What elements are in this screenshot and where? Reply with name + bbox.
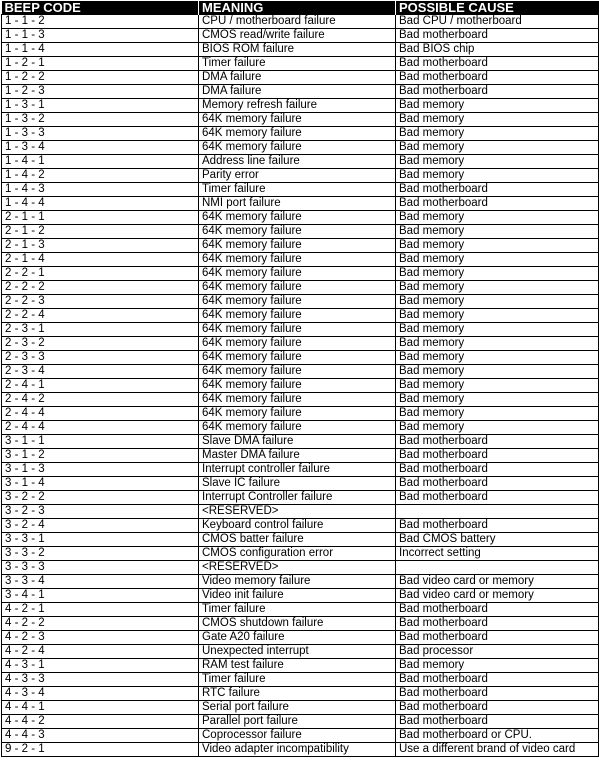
table-row xyxy=(2,631,599,645)
header-possible-cause: POSSIBLE CAUSE xyxy=(396,1,599,15)
possible-cause-cell: Bad motherboard xyxy=(396,477,599,491)
table-row xyxy=(2,603,599,617)
possible-cause-cell: Bad motherboard xyxy=(396,57,599,71)
beep-code-cell: 4 - 4 - 2 xyxy=(2,715,199,729)
possible-cause-cell: Bad motherboard xyxy=(396,617,599,631)
beep-code-cell: 2 - 4 - 4 xyxy=(2,421,199,435)
beep-code-cell: 3 - 2 - 4 xyxy=(2,519,199,533)
table-row xyxy=(2,561,599,575)
meaning-cell: CMOS configuration error xyxy=(199,547,396,561)
table-row xyxy=(2,617,599,631)
beep-code-cell: 2 - 2 - 3 xyxy=(2,295,199,309)
meaning-cell: 64K memory failure xyxy=(199,351,396,365)
possible-cause-cell: Bad motherboard xyxy=(396,701,599,715)
beep-code-cell: 4 - 4 - 1 xyxy=(2,701,199,715)
meaning-cell: 64K memory failure xyxy=(199,141,396,155)
meaning-cell: Timer failure xyxy=(199,673,396,687)
beep-code-cell: 3 - 4 - 1 xyxy=(2,589,199,603)
meaning-cell: Serial port failure xyxy=(199,701,396,715)
beep-code-cell: 2 - 3 - 4 xyxy=(2,365,199,379)
possible-cause-cell: Bad memory xyxy=(396,365,599,379)
meaning-cell: Slave IC failure xyxy=(199,477,396,491)
meaning-cell: Parity error xyxy=(199,169,396,183)
possible-cause-cell: Bad memory xyxy=(396,239,599,253)
beep-code-cell: 1 - 3 - 4 xyxy=(2,141,199,155)
possible-cause-cell: Bad motherboard xyxy=(396,183,599,197)
beep-code-cell: 1 - 4 - 1 xyxy=(2,155,199,169)
meaning-cell: 64K memory failure xyxy=(199,421,396,435)
possible-cause-cell: Bad memory xyxy=(396,113,599,127)
beep-code-cell: 2 - 2 - 4 xyxy=(2,309,199,323)
beep-code-cell: 4 - 3 - 1 xyxy=(2,659,199,673)
table-row xyxy=(2,519,599,533)
table-row xyxy=(2,701,599,715)
possible-cause-cell: Bad motherboard xyxy=(396,491,599,505)
meaning-cell: Memory refresh failure xyxy=(199,99,396,113)
possible-cause-cell: Bad memory xyxy=(396,393,599,407)
possible-cause-cell: Bad motherboard xyxy=(396,197,599,211)
possible-cause-cell: Bad memory xyxy=(396,323,599,337)
possible-cause-cell: Bad CPU / motherboard xyxy=(396,15,599,29)
beep-code-cell: 4 - 2 - 4 xyxy=(2,645,199,659)
beep-code-cell: 1 - 3 - 2 xyxy=(2,113,199,127)
table-row xyxy=(2,15,599,29)
beep-code-cell: 2 - 1 - 4 xyxy=(2,253,199,267)
possible-cause-cell: Bad memory xyxy=(396,281,599,295)
possible-cause-cell: Bad memory xyxy=(396,127,599,141)
beep-code-cell: 1 - 3 - 1 xyxy=(2,99,199,113)
table-row xyxy=(2,365,599,379)
possible-cause-cell: Bad memory xyxy=(396,407,599,421)
table-row xyxy=(2,505,599,519)
table-row xyxy=(2,449,599,463)
meaning-cell: 64K memory failure xyxy=(199,295,396,309)
possible-cause-cell: Bad motherboard xyxy=(396,71,599,85)
beep-code-cell: 1 - 3 - 3 xyxy=(2,127,199,141)
beep-code-cell: 4 - 3 - 3 xyxy=(2,673,199,687)
beep-code-cell: 1 - 2 - 1 xyxy=(2,57,199,71)
possible-cause-cell: Bad memory xyxy=(396,155,599,169)
meaning-cell: Slave DMA failure xyxy=(199,435,396,449)
meaning-cell: Keyboard control failure xyxy=(199,519,396,533)
possible-cause-cell: Bad memory xyxy=(396,267,599,281)
table-row xyxy=(2,225,599,239)
table-row xyxy=(2,659,599,673)
beep-code-table xyxy=(1,1,599,757)
table-row xyxy=(2,687,599,701)
header-meaning: MEANING xyxy=(199,1,396,15)
possible-cause-cell: Bad motherboard or CPU. xyxy=(396,729,599,743)
beep-code-cell: 3 - 1 - 1 xyxy=(2,435,199,449)
meaning-cell: 64K memory failure xyxy=(199,309,396,323)
table-row xyxy=(2,533,599,547)
possible-cause-cell: Bad motherboard xyxy=(396,603,599,617)
meaning-cell: Timer failure xyxy=(199,603,396,617)
table-row xyxy=(2,85,599,99)
beep-code-cell: 1 - 1 - 4 xyxy=(2,43,199,57)
table-row xyxy=(2,127,599,141)
possible-cause-cell: Bad memory xyxy=(396,295,599,309)
meaning-cell: Unexpected interrupt xyxy=(199,645,396,659)
table-row xyxy=(2,589,599,603)
beep-code-cell: 1 - 1 - 2 xyxy=(2,15,199,29)
possible-cause-cell: Bad motherboard xyxy=(396,631,599,645)
table-row xyxy=(2,463,599,477)
possible-cause-cell xyxy=(396,505,599,519)
table-row xyxy=(2,351,599,365)
beep-code-cell: 3 - 2 - 3 xyxy=(2,505,199,519)
beep-code-cell: 4 - 4 - 3 xyxy=(2,729,199,743)
possible-cause-cell: Bad memory xyxy=(396,351,599,365)
meaning-cell: 64K memory failure xyxy=(199,113,396,127)
beep-code-cell: 3 - 3 - 1 xyxy=(2,533,199,547)
meaning-cell: 64K memory failure xyxy=(199,365,396,379)
meaning-cell: 64K memory failure xyxy=(199,407,396,421)
possible-cause-cell: Bad memory xyxy=(396,169,599,183)
beep-code-cell: 2 - 4 - 4 xyxy=(2,407,199,421)
possible-cause-cell: Bad memory xyxy=(396,99,599,113)
meaning-cell: <RESERVED> xyxy=(199,505,396,519)
meaning-cell: Video memory failure xyxy=(199,575,396,589)
table-row xyxy=(2,575,599,589)
meaning-cell: RAM test failure xyxy=(199,659,396,673)
beep-code-cell: 4 - 2 - 2 xyxy=(2,617,199,631)
table-row xyxy=(2,29,599,43)
beep-code-cell: 1 - 4 - 3 xyxy=(2,183,199,197)
meaning-cell: CMOS read/write failure xyxy=(199,29,396,43)
beep-code-cell: 4 - 2 - 3 xyxy=(2,631,199,645)
meaning-cell: CMOS batter failure xyxy=(199,533,396,547)
table-row xyxy=(2,477,599,491)
meaning-cell: Address line failure xyxy=(199,155,396,169)
beep-code-cell: 2 - 4 - 2 xyxy=(2,393,199,407)
header-row xyxy=(2,1,599,15)
meaning-cell: RTC failure xyxy=(199,687,396,701)
possible-cause-cell: Bad memory xyxy=(396,309,599,323)
beep-code-cell: 2 - 4 - 1 xyxy=(2,379,199,393)
table-row xyxy=(2,645,599,659)
meaning-cell: BIOS ROM failure xyxy=(199,43,396,57)
table-row xyxy=(2,155,599,169)
possible-cause-cell: Bad memory xyxy=(396,211,599,225)
beep-code-cell: 3 - 1 - 3 xyxy=(2,463,199,477)
possible-cause-cell: Bad processor xyxy=(396,645,599,659)
meaning-cell: CMOS shutdown failure xyxy=(199,617,396,631)
table-row xyxy=(2,71,599,85)
table-row xyxy=(2,323,599,337)
beep-code-cell: 1 - 2 - 3 xyxy=(2,85,199,99)
meaning-cell: 64K memory failure xyxy=(199,281,396,295)
table-row xyxy=(2,141,599,155)
possible-cause-cell: Bad motherboard xyxy=(396,463,599,477)
possible-cause-cell: Bad memory xyxy=(396,225,599,239)
table-row xyxy=(2,183,599,197)
table-row xyxy=(2,211,599,225)
meaning-cell: 64K memory failure xyxy=(199,393,396,407)
meaning-cell: Interrupt Controller failure xyxy=(199,491,396,505)
beep-code-cell: 3 - 2 - 2 xyxy=(2,491,199,505)
meaning-cell: <RESERVED> xyxy=(199,561,396,575)
meaning-cell: 64K memory failure xyxy=(199,253,396,267)
header-beep-code: BEEP CODE xyxy=(2,1,199,15)
beep-code-cell: 3 - 3 - 3 xyxy=(2,561,199,575)
beep-code-cell: 1 - 1 - 3 xyxy=(2,29,199,43)
table-row xyxy=(2,729,599,743)
possible-cause-cell: Bad memory xyxy=(396,379,599,393)
beep-code-cell: 3 - 3 - 2 xyxy=(2,547,199,561)
possible-cause-cell: Bad CMOS battery xyxy=(396,533,599,547)
beep-code-cell: 1 - 4 - 4 xyxy=(2,197,199,211)
meaning-cell: Timer failure xyxy=(199,57,396,71)
possible-cause-cell: Bad motherboard xyxy=(396,85,599,99)
meaning-cell: 64K memory failure xyxy=(199,267,396,281)
meaning-cell: Coprocessor failure xyxy=(199,729,396,743)
table-row xyxy=(2,253,599,267)
table-row xyxy=(2,547,599,561)
table-row xyxy=(2,239,599,253)
possible-cause-cell: Bad memory xyxy=(396,421,599,435)
meaning-cell: 64K memory failure xyxy=(199,225,396,239)
meaning-cell: 64K memory failure xyxy=(199,239,396,253)
beep-code-cell: 2 - 2 - 2 xyxy=(2,281,199,295)
meaning-cell: Interrupt controller failure xyxy=(199,463,396,477)
beep-code-cell: 1 - 4 - 2 xyxy=(2,169,199,183)
possible-cause-cell xyxy=(396,561,599,575)
table-row xyxy=(2,715,599,729)
beep-code-cell: 4 - 2 - 1 xyxy=(2,603,199,617)
meaning-cell: Parallel port failure xyxy=(199,715,396,729)
beep-code-cell: 4 - 3 - 4 xyxy=(2,687,199,701)
meaning-cell: DMA failure xyxy=(199,85,396,99)
table-row xyxy=(2,393,599,407)
possible-cause-cell: Bad motherboard xyxy=(396,449,599,463)
possible-cause-cell: Bad video card or memory xyxy=(396,589,599,603)
table-row xyxy=(2,309,599,323)
beep-code-cell: 3 - 3 - 4 xyxy=(2,575,199,589)
beep-code-cell: 9 - 2 - 1 xyxy=(2,743,199,757)
possible-cause-cell: Bad memory xyxy=(396,141,599,155)
possible-cause-cell: Bad motherboard xyxy=(396,435,599,449)
meaning-cell: Video init failure xyxy=(199,589,396,603)
meaning-cell: Master DMA failure xyxy=(199,449,396,463)
table-row xyxy=(2,673,599,687)
possible-cause-cell: Bad memory xyxy=(396,659,599,673)
meaning-cell: Gate A20 failure xyxy=(199,631,396,645)
table-row xyxy=(2,407,599,421)
possible-cause-cell: Bad motherboard xyxy=(396,519,599,533)
meaning-cell: Video adapter incompatibility xyxy=(199,743,396,757)
beep-code-cell: 2 - 3 - 2 xyxy=(2,337,199,351)
possible-cause-cell: Bad memory xyxy=(396,253,599,267)
beep-code-cell: 2 - 1 - 3 xyxy=(2,239,199,253)
possible-cause-cell: Bad motherboard xyxy=(396,687,599,701)
meaning-cell: 64K memory failure xyxy=(199,337,396,351)
table-row xyxy=(2,379,599,393)
meaning-cell: 64K memory failure xyxy=(199,323,396,337)
beep-code-cell: 2 - 2 - 1 xyxy=(2,267,199,281)
beep-code-cell: 1 - 2 - 2 xyxy=(2,71,199,85)
table-row xyxy=(2,43,599,57)
possible-cause-cell: Bad motherboard xyxy=(396,29,599,43)
meaning-cell: DMA failure xyxy=(199,71,396,85)
table-row xyxy=(2,169,599,183)
meaning-cell: CPU / motherboard failure xyxy=(199,15,396,29)
beep-code-cell: 2 - 1 - 2 xyxy=(2,225,199,239)
meaning-cell: 64K memory failure xyxy=(199,211,396,225)
table-row xyxy=(2,197,599,211)
table-body xyxy=(2,15,599,757)
beep-code-cell: 2 - 1 - 1 xyxy=(2,211,199,225)
table-row xyxy=(2,281,599,295)
possible-cause-cell: Use a different brand of video card xyxy=(396,743,599,757)
beep-code-cell: 2 - 3 - 1 xyxy=(2,323,199,337)
beep-code-cell: 3 - 1 - 2 xyxy=(2,449,199,463)
table-row xyxy=(2,113,599,127)
table-row xyxy=(2,435,599,449)
possible-cause-cell: Bad BIOS chip xyxy=(396,43,599,57)
possible-cause-cell: Bad memory xyxy=(396,337,599,351)
table-row xyxy=(2,57,599,71)
possible-cause-cell: Bad motherboard xyxy=(396,715,599,729)
meaning-cell: 64K memory failure xyxy=(199,379,396,393)
possible-cause-cell: Bad video card or memory xyxy=(396,575,599,589)
table-row xyxy=(2,295,599,309)
table-row xyxy=(2,267,599,281)
possible-cause-cell: Bad motherboard xyxy=(396,673,599,687)
beep-code-cell: 3 - 1 - 4 xyxy=(2,477,199,491)
meaning-cell: Timer failure xyxy=(199,183,396,197)
table-row xyxy=(2,421,599,435)
meaning-cell: 64K memory failure xyxy=(199,127,396,141)
table-row xyxy=(2,743,599,757)
table-row xyxy=(2,491,599,505)
possible-cause-cell: Incorrect setting xyxy=(396,547,599,561)
table-row xyxy=(2,337,599,351)
table-row xyxy=(2,99,599,113)
meaning-cell: NMI port failure xyxy=(199,197,396,211)
beep-code-cell: 2 - 3 - 3 xyxy=(2,351,199,365)
